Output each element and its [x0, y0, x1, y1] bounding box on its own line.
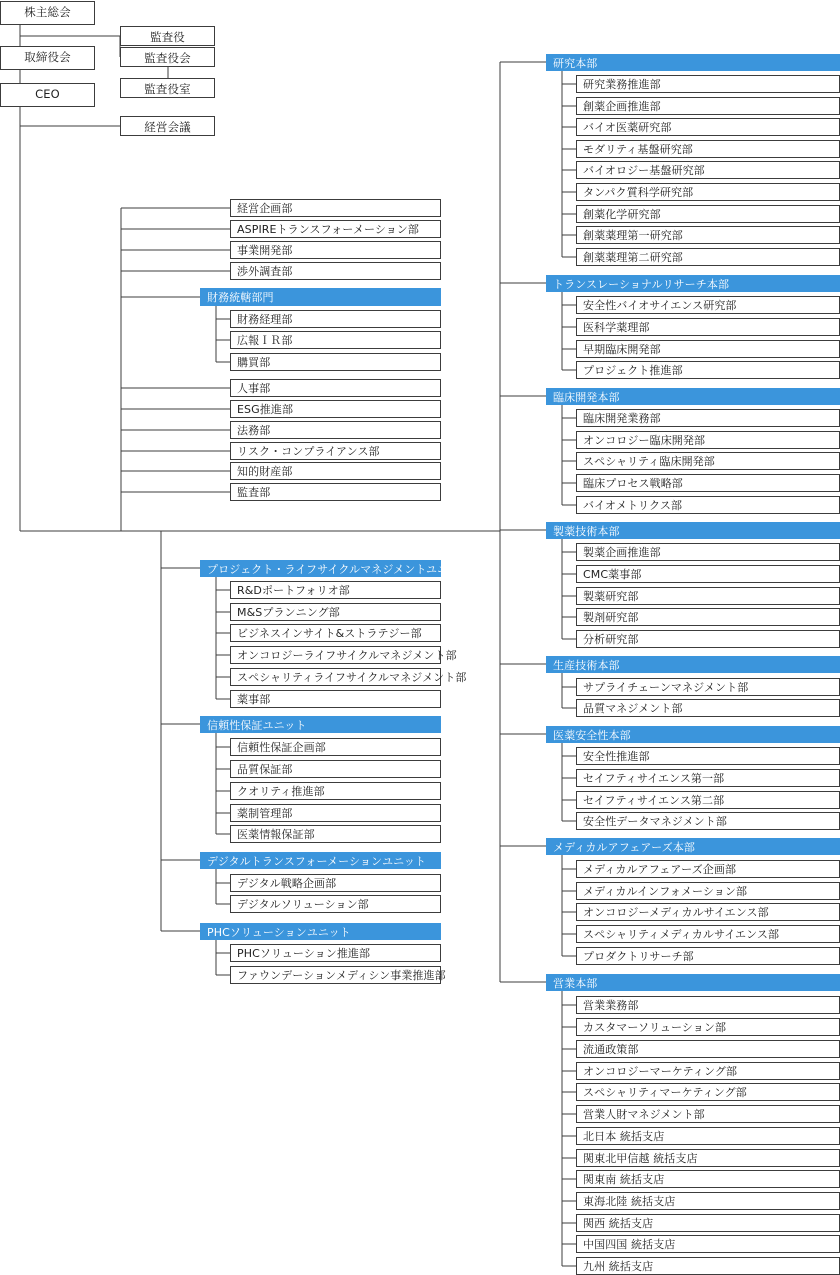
division-dept-box: 流通政策部 [576, 1040, 840, 1058]
ceo-box: CEO [0, 83, 95, 107]
division-header: 製薬技術本部 [546, 522, 840, 539]
unit-dept-box: M&Sプランニング部 [230, 603, 441, 621]
board-of-directors-box: 取締役会 [0, 46, 95, 70]
division-header: メディカルアフェアーズ本部 [546, 838, 840, 855]
division-dept-box: 東海北陸 統括支店 [576, 1192, 840, 1210]
division-header: 生産技術本部 [546, 656, 840, 673]
corporate-dept-box: 経営企画部 [230, 199, 441, 217]
finance-dept-box: 購買部 [230, 353, 441, 371]
division-header: トランスレーショナルリサーチ本部 [546, 275, 840, 292]
division-dept-box: 中国四国 統括支店 [576, 1235, 840, 1253]
corporate-dept-box: 監査部 [230, 483, 441, 501]
finance-dept-box: 財務経理部 [230, 310, 441, 328]
corporate-dept-box: 渉外調査部 [230, 262, 441, 280]
division-dept-box: 臨床開発業務部 [576, 409, 840, 427]
auditor-box: 監査役 [120, 26, 215, 46]
corporate-dept-box: リスク・コンプライアンス部 [230, 442, 441, 460]
division-dept-box: バイオロジー基盤研究部 [576, 161, 840, 179]
unit-dept-box: オンコロジーライフサイクルマネジメント部 [230, 646, 441, 664]
division-dept-box: スペシャリティメディカルサイエンス部 [576, 925, 840, 943]
unit-dept-box: クオリティ推進部 [230, 782, 441, 800]
unit-dept-box: 信頼性保証企画部 [230, 738, 441, 756]
corporate-dept-box: 事業開発部 [230, 241, 441, 259]
division-dept-box: CMC薬事部 [576, 565, 840, 583]
unit-header: プロジェクト・ライフサイクルマネジメントユニット [200, 560, 441, 577]
division-dept-box: プロダクトリサーチ部 [576, 947, 840, 965]
division-header: 研究本部 [546, 54, 840, 71]
unit-dept-box: R&Dポートフォリオ部 [230, 581, 441, 599]
division-dept-box: 製薬研究部 [576, 587, 840, 605]
unit-dept-box: ファウンデーションメディシン事業推進部 [230, 966, 441, 984]
division-dept-box: オンコロジーメディカルサイエンス部 [576, 903, 840, 921]
division-dept-box: カスタマーソリューション部 [576, 1018, 840, 1036]
finance-division-header: 財務統轄部門 [200, 288, 441, 306]
division-dept-box: 分析研究部 [576, 630, 840, 648]
division-dept-box: プロジェクト推進部 [576, 361, 840, 379]
division-dept-box: 創薬化学研究部 [576, 205, 840, 223]
unit-dept-box: 品質保証部 [230, 760, 441, 778]
division-dept-box: セイフティサイエンス第二部 [576, 791, 840, 809]
division-dept-box: 臨床プロセス戦略部 [576, 474, 840, 492]
corporate-dept-box: ESG推進部 [230, 400, 441, 418]
division-dept-box: メディカルインフォメーション部 [576, 882, 840, 900]
auditors-office-box: 監査役室 [120, 78, 215, 98]
division-dept-box: 関東北甲信越 統括支店 [576, 1149, 840, 1167]
unit-dept-box: デジタルソリューション部 [230, 895, 441, 913]
unit-dept-box: 薬事部 [230, 690, 441, 708]
finance-dept-box: 広報ＩＲ部 [230, 331, 441, 349]
division-dept-box: スペシャリティ臨床開発部 [576, 452, 840, 470]
division-dept-box: 早期臨床開発部 [576, 340, 840, 358]
management-meeting-box: 経営会議 [120, 116, 215, 136]
division-dept-box: タンパク質科学研究部 [576, 183, 840, 201]
division-dept-box: 医科学薬理部 [576, 318, 840, 336]
division-dept-box: 安全性推進部 [576, 747, 840, 765]
corporate-dept-box: ASPIREトランスフォーメーション部 [230, 220, 441, 238]
division-dept-box: 九州 統括支店 [576, 1257, 840, 1275]
division-dept-box: 営業業務部 [576, 996, 840, 1014]
corporate-dept-box: 法務部 [230, 421, 441, 439]
division-dept-box: 創薬薬理第一研究部 [576, 226, 840, 244]
division-dept-box: 安全性バイオサイエンス研究部 [576, 296, 840, 314]
unit-header: デジタルトランスフォーメーションユニット [200, 852, 441, 869]
division-dept-box: オンコロジーマーケティング部 [576, 1062, 840, 1080]
division-dept-box: 関西 統括支店 [576, 1214, 840, 1232]
division-dept-box: 創薬薬理第二研究部 [576, 248, 840, 266]
division-dept-box: オンコロジー臨床開発部 [576, 431, 840, 449]
division-dept-box: 創薬企画推進部 [576, 97, 840, 115]
division-dept-box: 北日本 統括支店 [576, 1127, 840, 1145]
board-of-auditors-box: 監査役会 [120, 47, 215, 67]
unit-header: 信頼性保証ユニット [200, 716, 441, 733]
unit-dept-box: 医薬情報保証部 [230, 825, 441, 843]
division-dept-box: 関東南 統括支店 [576, 1170, 840, 1188]
unit-header: PHCソリューションユニット [200, 923, 441, 940]
division-dept-box: モダリティ基盤研究部 [576, 140, 840, 158]
corporate-dept-box: 知的財産部 [230, 462, 441, 480]
division-dept-box: 製薬企画推進部 [576, 543, 840, 561]
division-dept-box: バイオ医薬研究部 [576, 118, 840, 136]
division-dept-box: スペシャリティマーケティング部 [576, 1083, 840, 1101]
division-header: 医薬安全性本部 [546, 726, 840, 743]
division-dept-box: セイフティサイエンス第一部 [576, 769, 840, 787]
division-header: 臨床開発本部 [546, 388, 840, 405]
division-dept-box: 安全性データマネジメント部 [576, 812, 840, 830]
division-dept-box: メディカルアフェアーズ企画部 [576, 860, 840, 878]
division-dept-box: 製剤研究部 [576, 608, 840, 626]
division-dept-box: サプライチェーンマネジメント部 [576, 678, 840, 696]
division-header: 営業本部 [546, 974, 840, 991]
corporate-dept-box: 人事部 [230, 379, 441, 397]
unit-dept-box: スペシャリティライフサイクルマネジメント部 [230, 668, 441, 686]
unit-dept-box: ビジネスインサイト&ストラテジー部 [230, 624, 441, 642]
division-dept-box: 研究業務推進部 [576, 75, 840, 93]
unit-dept-box: 薬制管理部 [230, 804, 441, 822]
division-dept-box: 営業人財マネジメント部 [576, 1105, 840, 1123]
division-dept-box: 品質マネジメント部 [576, 699, 840, 717]
shareholders-meeting-box: 株主総会 [0, 1, 95, 25]
unit-dept-box: PHCソリューション推進部 [230, 944, 441, 962]
unit-dept-box: デジタル戦略企画部 [230, 874, 441, 892]
division-dept-box: バイオメトリクス部 [576, 496, 840, 514]
